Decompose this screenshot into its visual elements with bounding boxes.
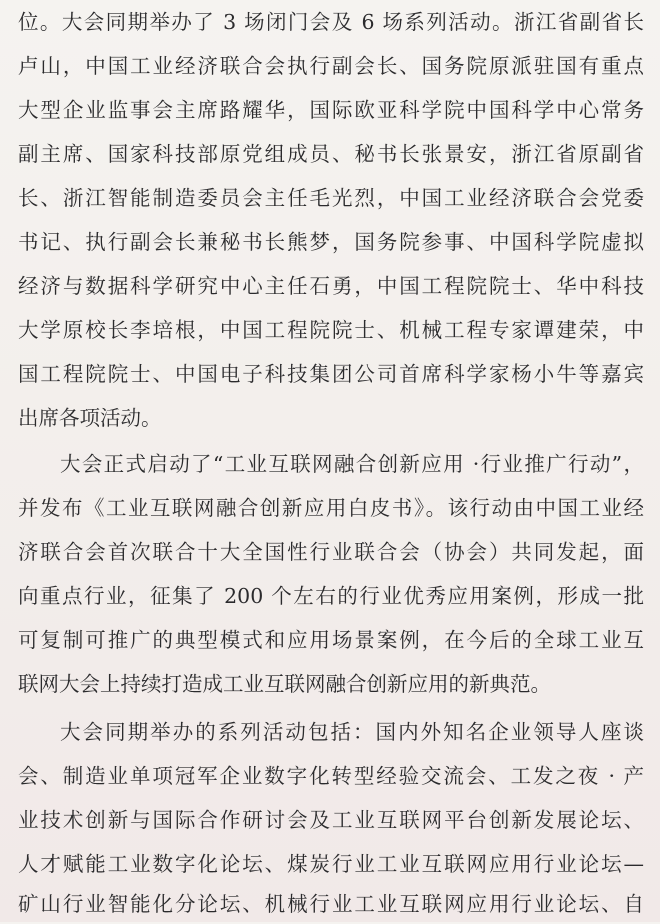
text-line: 济联合会首次联合十大全国性行业联合会（协会）共同发起，面 bbox=[18, 540, 644, 564]
text-line: 经济与数据科学研究中心主任石勇，中国工程院院士、华中科技 bbox=[18, 274, 644, 298]
text-line: 人才赋能工业数字化论坛、煤炭行业工业互联网应用行业论坛— bbox=[18, 852, 644, 876]
text-line: 大会正式启动了“工业互联网融合创新应用 ·行业推广行动”， bbox=[60, 452, 644, 476]
text-line: 并发布《工业互联网融合创新应用白皮书》。该行动由中国工业经 bbox=[18, 496, 644, 520]
text-line: 大学原校长李培根，中国工程院院士、机械工程专家谭建荣，中 bbox=[18, 318, 644, 342]
text-line: 矿山行业智能化分论坛、机械行业工业互联网应用行业论坛、自 bbox=[18, 892, 644, 916]
text-line: 大型企业监事会主席路耀华，国际欧亚科学院中国科学中心常务 bbox=[18, 98, 644, 122]
text-line: 向重点行业，征集了 200 个左右的行业优秀应用案例，形成一批 bbox=[18, 584, 644, 608]
text-line: 会、制造业单项冠军企业数字化转型经验交流会、工发之夜 · 产 bbox=[18, 764, 644, 788]
text-line: 可复制可推广的典型模式和应用场景案例，在今后的全球工业互 bbox=[18, 628, 644, 652]
text-line: 大会同期举办的系列活动包括：国内外知名企业领导人座谈 bbox=[60, 720, 644, 744]
text-line: 副主席、国家科技部原党组成员、秘书长张景安，浙江省原副省 bbox=[18, 142, 644, 166]
text-line: 联网大会上持续打造成工业互联网融合创新应用的新典范。 bbox=[18, 672, 551, 696]
text-line: 卢山，中国工业经济联合会执行副会长、国务院原派驻国有重点 bbox=[18, 54, 644, 78]
text-line: 国工程院院士、中国电子科技集团公司首席科学家杨小牛等嘉宾 bbox=[18, 362, 644, 386]
text-line: 位。大会同期举办了 3 场闭门会及 6 场系列活动。浙江省副省长 bbox=[18, 10, 644, 34]
text-line: 出席各项活动。 bbox=[18, 406, 162, 430]
text-line: 业技术创新与国际合作研讨会及工业互联网平台创新发展论坛、 bbox=[18, 808, 644, 832]
text-line: 书记、执行副会长兼秘书长熊梦，国务院参事、中国科学院虚拟 bbox=[18, 230, 644, 254]
text-line: 长、浙江智能制造委员会主任毛光烈，中国工业经济联合会党委 bbox=[18, 186, 644, 210]
